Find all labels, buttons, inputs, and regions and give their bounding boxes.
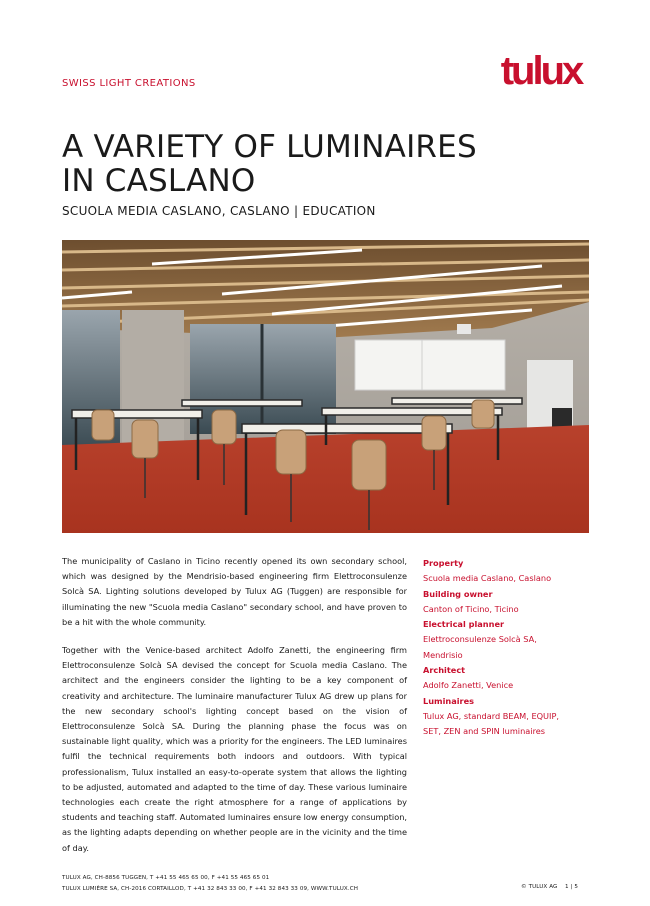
footer-line-1: TULUX AG, CH-8856 TUGGEN, T +41 55 465 65 00, F +41 55 465 65 01 [62, 875, 270, 881]
tulux-logo[interactable] [493, 54, 589, 90]
footer-page-info [521, 884, 578, 890]
planner-value-1: Elettroconsulenze Solcà SA, [423, 634, 537, 645]
copyright: © TULUX AG [521, 884, 558, 890]
footer-address [62, 873, 358, 895]
owner-label: Building owner [423, 588, 493, 599]
luminaires-label: Luminaires [423, 695, 475, 706]
planner-label: Electrical planner [423, 619, 505, 630]
architect-label: Architect [423, 665, 466, 676]
project-facts [423, 556, 593, 740]
luminaires-value-1: Tulux AG, standard BEAM, EQUIP, [423, 710, 560, 721]
page-title [62, 130, 582, 198]
luminaires-value-2: SET, ZEN and SPIN luminaires [423, 726, 546, 737]
tagline: SWISS LIGHT CREATIONS [62, 78, 196, 89]
body-text [62, 554, 407, 869]
planner-value-2: Mendrisio [423, 649, 463, 660]
subtitle: SCUOLA MEDIA CASLANO, CASLANO | EDUCATION [62, 204, 376, 218]
architect-value: Adolfo Zanetti, Venice [423, 680, 514, 691]
classroom-photo [62, 240, 589, 533]
page-number: 1 | 5 [565, 884, 579, 890]
logo-text: tulux [500, 54, 582, 90]
paragraph-1: The municipality of Caslano in Ticino recently opened its own secondary school, which was designed by the Mendrisio-based engineering firm Elettroconsulenze Solcà SA. Lighting solutions developed by Tulux AG (Tuggen) are responsible for illuminating the new "Scuola media Caslano" secondary school, and have proven to be a hit with the whole community. [62, 556, 407, 627]
owner-value: Canton of Ticino, Ticino [423, 603, 519, 614]
property-value: Scuola media Caslano, Caslano [423, 573, 552, 584]
title-line-1: A VARIETY OF LUMINAIRES [62, 129, 477, 165]
paragraph-2: Together with the Venice-based architect Adolfo Zanetti, the engineering firm Elettroconsulenze Solcà SA devised the concept for Scuola media Caslano. The architect and the engineers consider the lighting to be a key component of creativity and architecture. The luminaire manufacturer Tulux AG drew up plans for the new secondary school's lighting concept based on the vision of Elettroconsulenze Solcà SA. During the planning phase the focus was on sustainable light quality, which was a priority for the engineers. The LED luminaires fulfil the technical requirements both indoors and outdoors. With typical professionalism, Tulux installed an easy-to-operate system that allows the lighting to be adjusted, automated and adapted to the time of day. These various luminaire technologies each create the right atmosphere for a range of applications by students and teaching staff. Automated luminaires ensure low energy consumption, as the lighting adapts depending on whether people are in the vicinity and the time of day. [62, 645, 407, 853]
property-label: Property [423, 558, 464, 568]
title-line-2: IN CASLANO [62, 163, 256, 199]
footer-line-2: TULUX LUMIÈRE SA, CH-2016 CORTAILLOD, T +41 32 843 33 00, F +41 32 843 33 09, WWW.TULUX.CH [62, 886, 359, 892]
